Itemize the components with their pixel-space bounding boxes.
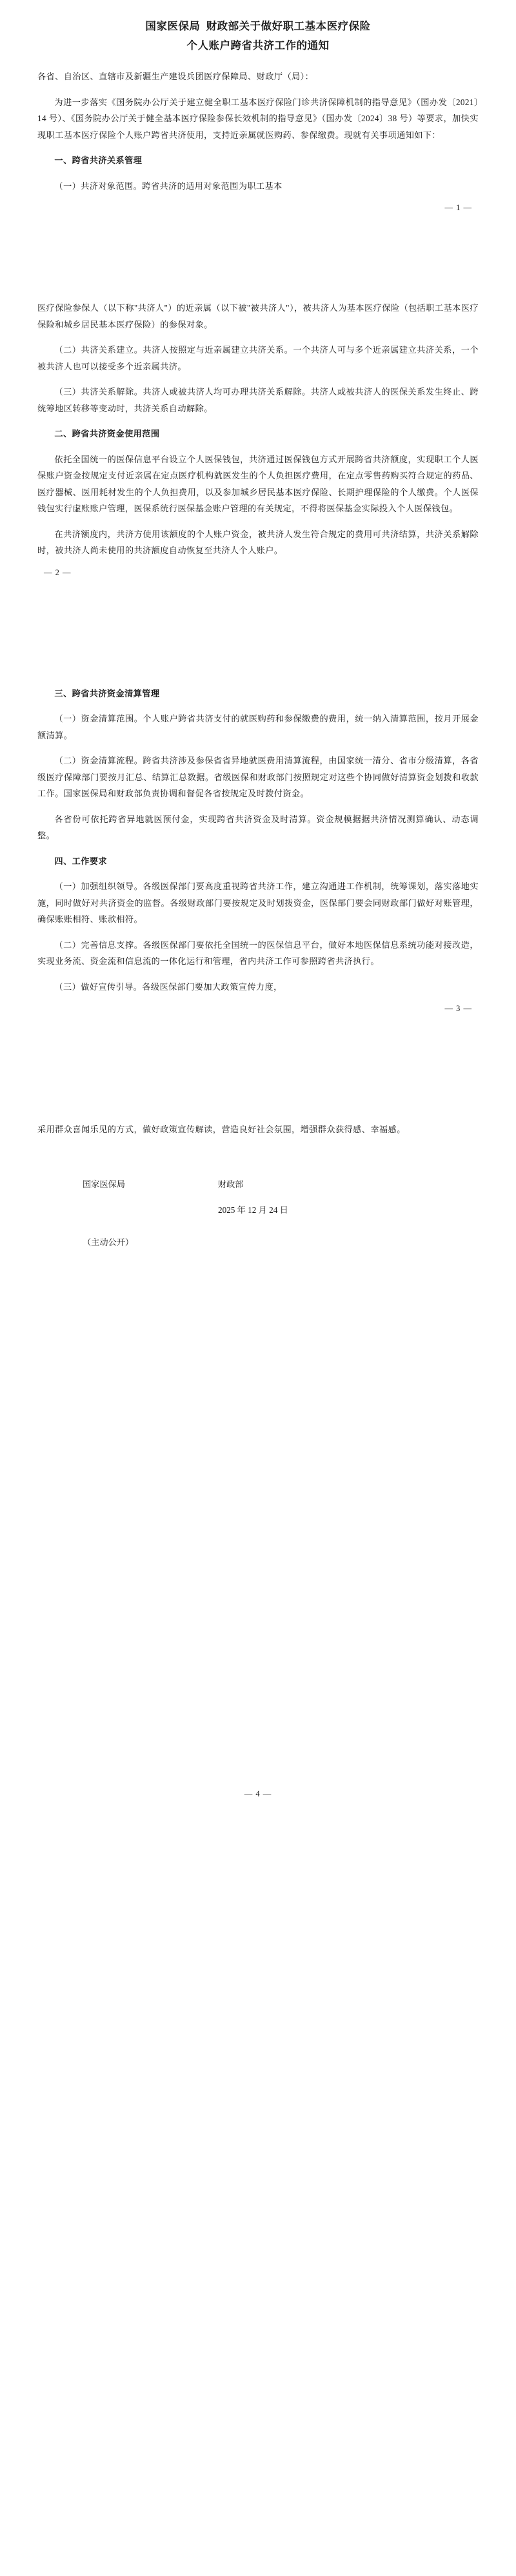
body-block-10 — [37, 517, 479, 559]
sheet-4 — [0, 1112, 516, 1801]
body-block-9 — [37, 442, 479, 517]
signature-org-left: 国家医保局 — [83, 1179, 125, 1189]
signature-block — [37, 1138, 479, 1252]
body-block-3 — [37, 143, 479, 169]
page-number-2: — 2 — — [44, 567, 72, 577]
body-block-5 — [37, 291, 479, 333]
paragraph-3-3: 各省份可依托跨省异地就医预付金，实现跨省共济资金及时清算。资金规模据据共济情况测算确认、动态调整。 — [37, 814, 479, 840]
paragraph-3-2: （二）资金清算流程。跨省共济涉及参保省省异地就医费用清算流程，由国家统一清分、省市分级清算，各省级医疗保障部门要按月汇总、结算汇总数据。省级医保和财政部门按照规定对这些个协同做好清算资金划拨和收款工作。国家医保局和财政部负责协调和督促各省按规定及时拨付资金。 — [37, 756, 479, 798]
body-block-7 — [37, 375, 479, 417]
paragraph-4-2: （二）完善信息支撑。各级医保部门要依托全国统一的医保信息平台，做好本地医保信息系统功能对接改造，实现业务流、资金流和信息流的一体化运行和管理，省内共济工作可参照跨省共济执行。 — [37, 939, 479, 966]
section-heading-2: 二、跨省共济资金使用范围 — [54, 429, 160, 438]
body-block-19 — [37, 1112, 479, 1138]
page-title — [37, 0, 479, 59]
signature-orgs — [37, 1175, 479, 1194]
section-heading-3: 三、跨省共济资金清算管理 — [54, 688, 160, 698]
signature-org-right: 财政部 — [218, 1179, 244, 1189]
body-block-4 — [37, 169, 479, 195]
title-line-2: 个人账户跨省共济工作的通知 — [186, 39, 330, 52]
page-trailing-space — [37, 1252, 479, 1780]
body-block-6 — [37, 333, 479, 375]
page-number-1: — 1 — — [444, 203, 472, 212]
page-gap-2 — [0, 580, 516, 676]
paragraph-2-2: 在共济额度内，共济方使用该额度的个人账户资金，被共济人发生符合规定的费用可共济结算，共济关系解除时，被共济人尚未使用的共济额度自动恢复至共济人个人账户。 — [37, 529, 479, 555]
page-number-3: — 3 — — [444, 1004, 472, 1013]
sheet-1 — [0, 0, 516, 215]
section-heading-1: 一、跨省共济关系管理 — [54, 155, 143, 165]
paragraph-salutation: 各省、自治区、直辖市及新疆生产建设兵团医疗保障局、财政厅（局）： — [37, 72, 314, 81]
paragraph-2-1: 依托全国统一的医保信息平台设立个人医保钱包，共济通过医保钱包方式开展跨省共济额度，实现职工个人医保账户资金按规定支付近亲属在定点医疗机构就医发生的个人负担医疗费用，在定点零售药购买符合规定的药品、医疗器械、医用耗材发生的个人负担费用，以及参加城乡居民基本医疗保险、长期护理保险的个人缴费。个人医保钱包实行虚账账户管理，医保系统行医保基金账户管理的有关规定，不得将医保基金实际投入个人医保钱包。 — [37, 454, 479, 513]
body-block-12 — [37, 702, 479, 743]
paragraph-1-3: （三）共济关系解除。共济人或被共济人均可办理共济关系解除。共济人或被共济人的医保关系发生终止、跨统筹地区转移等变动时，共济关系自动解除。 — [37, 387, 479, 413]
paragraph-3-1: （一）资金清算范围。个人账户跨省共济支付的就医购药和参保缴费的费用，统一纳入清算范围，按月开展金额清算。 — [37, 714, 479, 740]
body-block-13 — [37, 743, 479, 802]
signature-note: （主动公开） — [83, 1237, 134, 1247]
paragraph-4-cont: 采用群众喜闻乐见的方式，做好政策宣传解读，营造良好社会氛围，增强群众获得感、幸福感。 — [37, 1125, 406, 1134]
body-block-11 — [37, 676, 479, 702]
body-block-16 — [37, 869, 479, 928]
sheet-2 — [0, 291, 516, 580]
paragraph-2-cont: 医疗保险参保人（以下称"共济人"）的近亲属（以下被"被共济人"），被共济人为基本医疗保险（包括职工基本医疗保险和城乡居民基本医疗保险）的参保对象。 — [37, 303, 479, 329]
body-block-17 — [37, 928, 479, 970]
paragraph-preamble: 为进一步落实《国务院办公厅关于建立健全职工基本医疗保险门诊共济保障机制的指导意见》（国办发〔2021〕14 号）、《国务院办公厅关于健全基本医疗保险参保长效机制的指导意见》（国办发〔2024〕38 号）等要求，加快实现职工基本医疗保险个人账户跨省共济使用，支持近亲属就医购药、参保缴费。现就有关事项通知如下： — [37, 97, 479, 140]
page-gap-1 — [0, 215, 516, 291]
page-number-4: — 4 — — [244, 1789, 272, 1798]
body-block-15 — [37, 844, 479, 870]
signature-date: 2025 年 12 月 24 日 — [218, 1204, 288, 1215]
paragraph-4-3: （三）做好宣传引导。各级医保部门要加大政策宣传力度， — [54, 981, 283, 992]
body-block-18 — [37, 970, 479, 996]
paragraph-1-2: （二）共济关系建立。共济人按照定与近亲属建立共济关系。一个共济人可与多个近亲属建立共济关系，一个被共济人也可以接受多个近亲属共济。 — [37, 345, 479, 371]
paragraph-1-1: （一）共济对象范围。跨省共济的适用对象范围为职工基本 — [54, 181, 283, 191]
body-block-8 — [37, 417, 479, 442]
section-heading-4: 四、工作要求 — [54, 856, 107, 866]
body-block-2 — [37, 85, 479, 144]
page-gap-3 — [0, 1016, 516, 1112]
body-block-14 — [37, 802, 479, 844]
paragraph-4-1: （一）加强组织领导。各级医保部门要高度重视跨省共济工作，建立沟通进工作机制，统筹课划，落实落地实施，同时做好对共济资金的监督。各级财政部门要按规定及时划拨资金，医保部门要会同财政部门做好对账管理，确保账账相符、账款相符。 — [37, 881, 479, 924]
sheet-3 — [0, 676, 516, 1016]
title-line-1: 国家医保局 财政部关于做好职工基本医疗保险 — [145, 20, 371, 32]
body-block-1 — [37, 59, 479, 85]
